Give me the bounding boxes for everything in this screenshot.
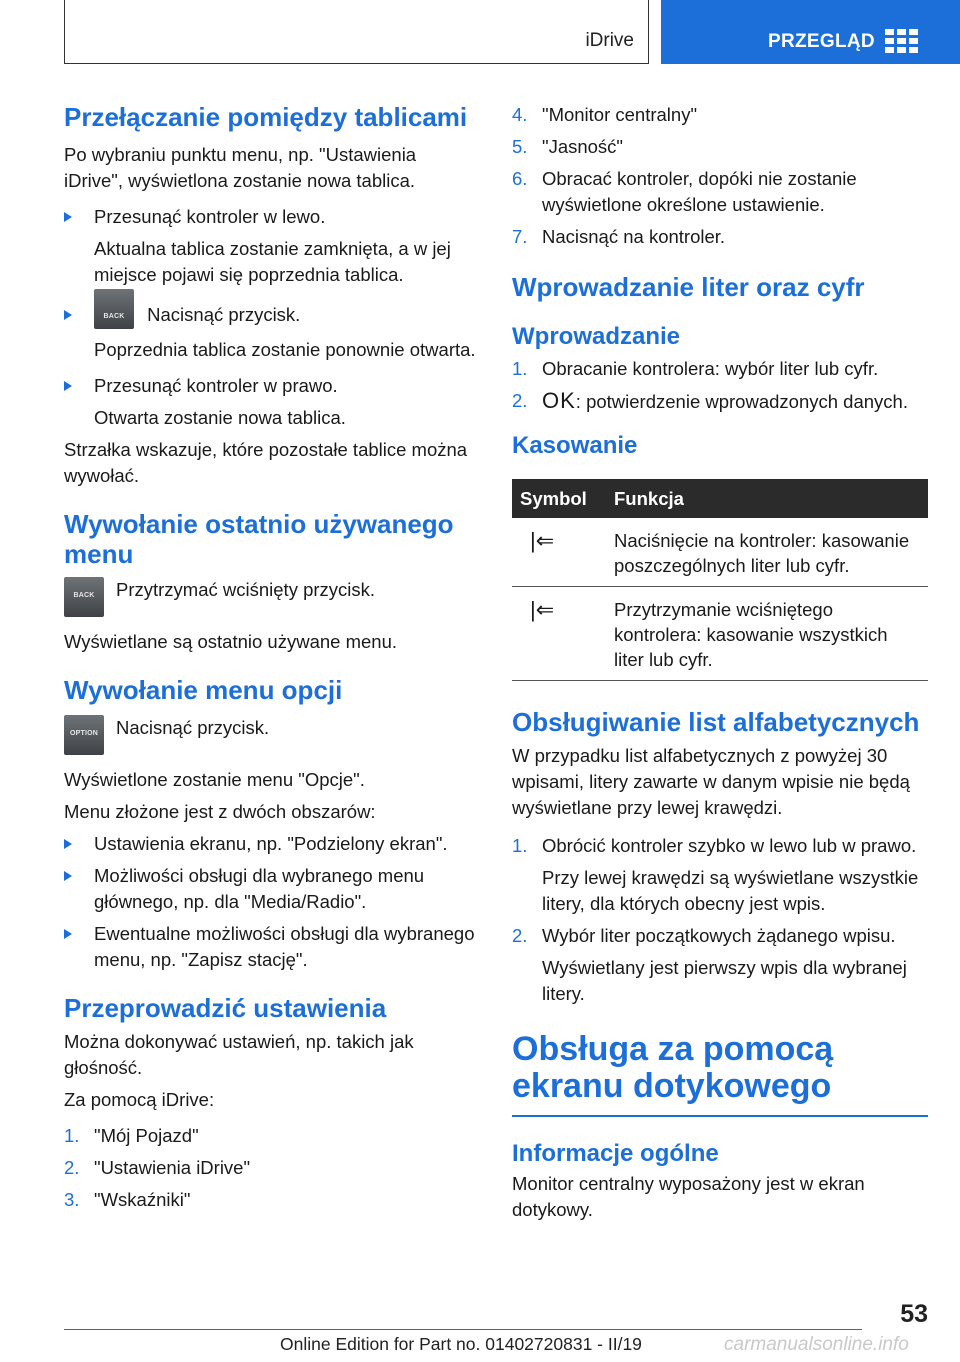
numbered-step: 7. Nacisnąć na kontroler. (512, 226, 726, 247)
instruction-row (64, 577, 476, 617)
numbered-step: 1. "Mój Pojazd" (64, 1125, 199, 1147)
bullet-item: Ustawienia ekranu, np. "Podzielony ekran". (64, 831, 476, 857)
table-cell: Przytrzymanie wciśniętego kontrolera: kasowanie wszystkich liter lub cyfr. (606, 587, 928, 681)
paragraph: Wyświetlane są ostatnio używane menu. (64, 631, 397, 653)
bullet-item-back (64, 302, 476, 329)
bullet-subtext: Otwarta zostanie nowa tablica. (94, 407, 346, 429)
header-section-title: iDrive (585, 30, 634, 51)
back-button-icon: BACK (94, 289, 134, 329)
heading-recent-menu: Wywołanie ostatnio używanego menu (64, 509, 454, 570)
delete-arrow-icon: |⇐ (512, 587, 606, 681)
step-subtext: Wyświetlany jest pierwszy wpis dla wybranej litery. (542, 957, 907, 1004)
subheading-input: Wprowadzanie (512, 323, 681, 350)
footer-divider (64, 1329, 862, 1330)
numbered-step: 1. Obracanie kontrolera: wybór liter lub cyfr. (512, 358, 879, 379)
numbered-step: 6. Obracać kontroler, dopóki nie zostanie wyświetlone określone ustawienie. (512, 168, 857, 215)
delete-symbols-table (512, 479, 928, 681)
bullet-item: Możliwości obsługi dla wybranego menu głównego, np. dla "Media/Radio". (64, 863, 476, 915)
numbered-step: 1. Obrócić kontroler szybko w lewo lub w prawo. (512, 835, 917, 856)
heading-alphabetic-lists: Obsługiwanie list alfabetycznych (512, 707, 920, 737)
subheading-delete: Kasowanie (512, 432, 638, 459)
heading-divider (512, 1115, 928, 1117)
paragraph: Przytrzymać wciśnięty przycisk. (116, 579, 376, 601)
table-header-function: Funkcja (606, 479, 928, 518)
subheading-general-info: Informacje ogólne (512, 1140, 719, 1167)
grid-menu-icon[interactable] (885, 29, 919, 53)
footer-edition: Online Edition for Part no. 01402720831 - II/19 (280, 1334, 642, 1354)
bullet-subtext: Aktualna tablica zostanie zamknięta, a w jej miejsce pojawi się poprzednia tablica. (94, 238, 451, 285)
table-row (512, 518, 928, 587)
header-overview-label: PRZEGLĄD (768, 31, 875, 52)
paragraph: W przypadku list alfabetycznych z powyżej 30 wpisami, litery zawarte w danym wpisie nie będą wyświetlane przy lewej krawędzi. (512, 745, 910, 818)
table-row (512, 587, 928, 681)
bullet-subtext: Poprzednia tablica zostanie ponownie otwarta. (94, 339, 476, 361)
page-number: 53 (900, 1300, 928, 1328)
paragraph: Można dokonywać ustawień, np. takich jak głośność. (64, 1031, 414, 1079)
heading-settings: Przeprowadzić ustawienia (64, 993, 387, 1024)
left-column (64, 102, 476, 1213)
numbered-step: 3. "Wskaźniki" (64, 1189, 191, 1211)
bullet-text: Nacisnąć przycisk. (147, 304, 301, 325)
ok-symbol: OK (542, 388, 576, 413)
paragraph: Menu złożone jest z dwóch obszarów: (64, 801, 376, 823)
paragraph: Po wybraniu punktu menu, np. "Ustawienia iDrive", wyświetlona zostanie nowa tablica. (64, 144, 417, 191)
back-button-icon: BACK (64, 577, 104, 617)
numbered-step: 4. "Monitor centralny" (512, 104, 698, 125)
paragraph: Wyświetlone zostanie menu "Opcje". (64, 769, 365, 791)
heading-options-menu: Wywołanie menu opcji (64, 675, 343, 706)
bullet-item: Przesunąć kontroler w prawo. (64, 373, 476, 399)
step-subtext: Przy lewej krawędzi są wyświetlane wszystkie litery, dla których obecny jest wpis. (542, 867, 919, 914)
paragraph: Nacisnąć przycisk. (116, 717, 270, 739)
paragraph: Za pomocą iDrive: (64, 1089, 215, 1111)
table-cell: Naciśnięcie na kontroler: kasowanie poszczególnych liter lub cyfr. (606, 518, 928, 587)
table-header-symbol: Symbol (512, 479, 606, 518)
delete-arrow-icon: |⇐ (512, 518, 606, 587)
numbered-step: 2. Wybór liter początkowych żądanego wpisu. (512, 925, 896, 946)
bullet-item: Ewentualne możliwości obsługi dla wybranego menu, np. "Zapisz stację". (64, 921, 476, 973)
numbered-step: 5. "Jasność" (512, 136, 624, 157)
heading-touchscreen: Obsługa za pomocą ekranu dotykowego (512, 1030, 834, 1105)
header-section-box (64, 0, 649, 64)
right-column (512, 102, 928, 1223)
numbered-step: 2. OK: potwierdzenie wprowadzonych danych. (512, 388, 908, 413)
numbered-step: 2. "Ustawienia iDrive" (64, 1157, 251, 1179)
instruction-row (64, 715, 476, 755)
paragraph: Strzałka wskazuje, które pozostałe tablice można wywołać. (64, 439, 468, 487)
paragraph: Monitor centralny wyposażony jest w ekran dotykowy. (512, 1173, 865, 1220)
heading-input-letters: Wprowadzanie liter oraz cyfr (512, 272, 865, 302)
heading-switch-panels: Przełączanie pomiędzy tablicami (64, 102, 468, 132)
watermark: carmanualsonline.info (724, 1334, 909, 1355)
option-button-icon: OPTION (64, 715, 104, 755)
bullet-item: Przesunąć kontroler w lewo. (64, 204, 476, 230)
